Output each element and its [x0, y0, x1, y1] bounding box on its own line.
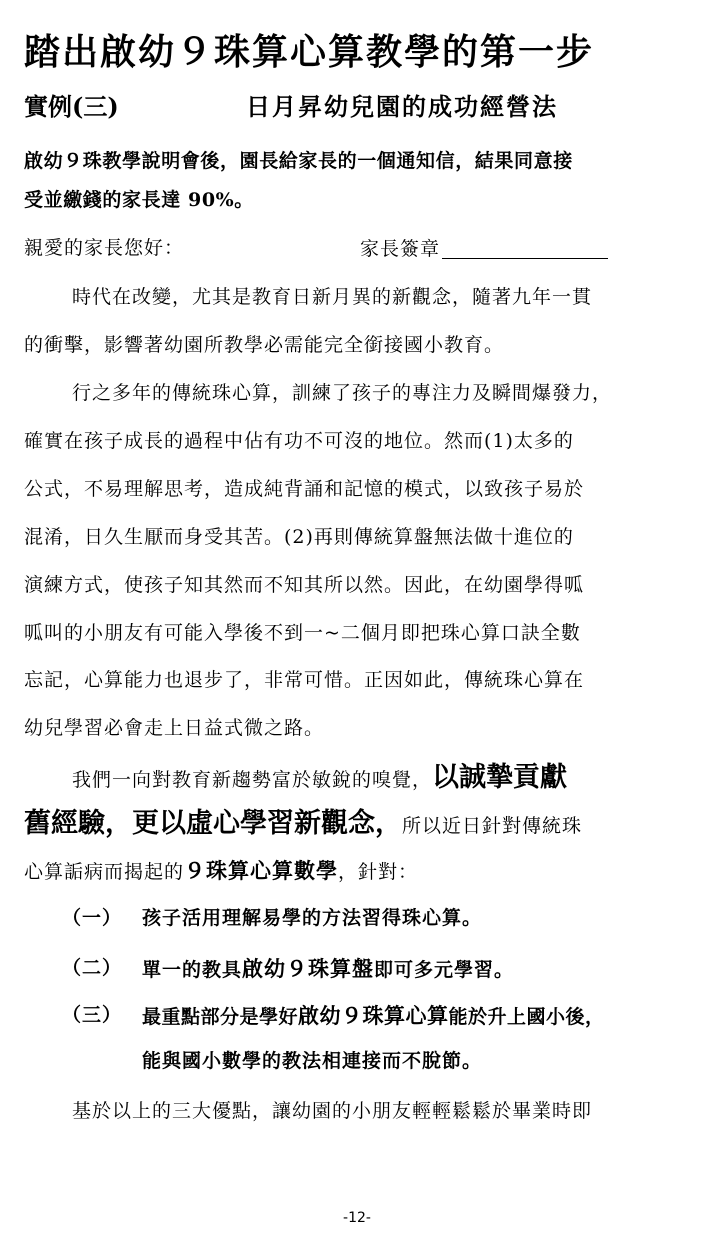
intro-line-1: 啟幼９珠教學說明會後，園長給家長的一個通知信，結果同意接: [24, 150, 573, 172]
list-item-text: 單一的教具啟幼９珠算盤即可多元學習。: [142, 957, 515, 981]
para2-line: 演練方式，使孩子知其然而不知其所以然。因此，在幼園學得呱: [24, 574, 585, 596]
para2-line: 混淆，日久生厭而身受其苦。(2)再則傳統算盤無法做十進位的: [24, 526, 574, 548]
example-label: 實例(三): [24, 92, 119, 121]
closing-line: 基於以上的三大優點，讓幼園的小朋友輕輕鬆鬆於畢業時即: [72, 1100, 593, 1122]
intro-line-2: 受並繳錢的家長達 90%。: [24, 189, 254, 211]
para3-line-1: 我們一向對教育新趨勢富於敏銳的嗅覺，以誠摯貢獻: [72, 762, 568, 793]
list-item-text-cont: 能與國小數學的教法相連接而不脫節。: [142, 1050, 483, 1072]
signature-line: [360, 239, 608, 259]
list-item-text: 孩子活用理解易學的方法習得珠心算。: [142, 907, 483, 929]
salutation: 親愛的家長您好：: [24, 237, 185, 259]
signature-label: 家長簽章: [360, 238, 441, 260]
para2-line: 確實在孩子成長的過程中佔有功不可沒的地位。然而(1)太多的: [24, 430, 574, 452]
para3-line-2: 舊經驗，更以虛心學習新觀念，所以近日針對傳統珠: [24, 808, 583, 839]
signature-blank: [442, 239, 608, 259]
para2-line: 行之多年的傳統珠心算，訓練了孩子的專注力及瞬間爆發力，: [72, 382, 613, 404]
para2-line: 公式，不易理解思考，造成純背誦和記憶的模式，以致孩子易於: [24, 478, 585, 500]
page-title: 踏出啟幼９珠算心算教學的第一步: [24, 31, 595, 73]
para1-line: 時代在改變，尤其是教育日新月異的新觀念，隨著九年一貫: [72, 286, 593, 308]
para2-line: 忘記，心算能力也退步了，非常可惜。正因如此，傳統珠心算在: [24, 669, 585, 691]
page-number: -12-: [343, 1210, 371, 1226]
para2-line: 呱叫的小朋友有可能入學後不到一~二個月即把珠心算口訣全數: [24, 622, 581, 644]
list-item: （一）: [62, 907, 123, 929]
subtitle: 日月昇幼兒園的成功經營法: [246, 92, 558, 121]
list-item: （二）: [62, 957, 123, 979]
para3-line-3: 心算詬病而揭起的９珠算心算數學，針對：: [24, 859, 419, 883]
list-item: （三）: [62, 1004, 123, 1026]
para1-line: 的衝擊，影響著幼園所教學必需能完全銜接國小教育。: [24, 334, 505, 356]
para2-line: 幼兒學習必會走上日益式微之路。: [24, 717, 325, 739]
list-item-text: 最重點部分是學好啟幼９珠算心算能於升上國小後，: [142, 1004, 605, 1028]
